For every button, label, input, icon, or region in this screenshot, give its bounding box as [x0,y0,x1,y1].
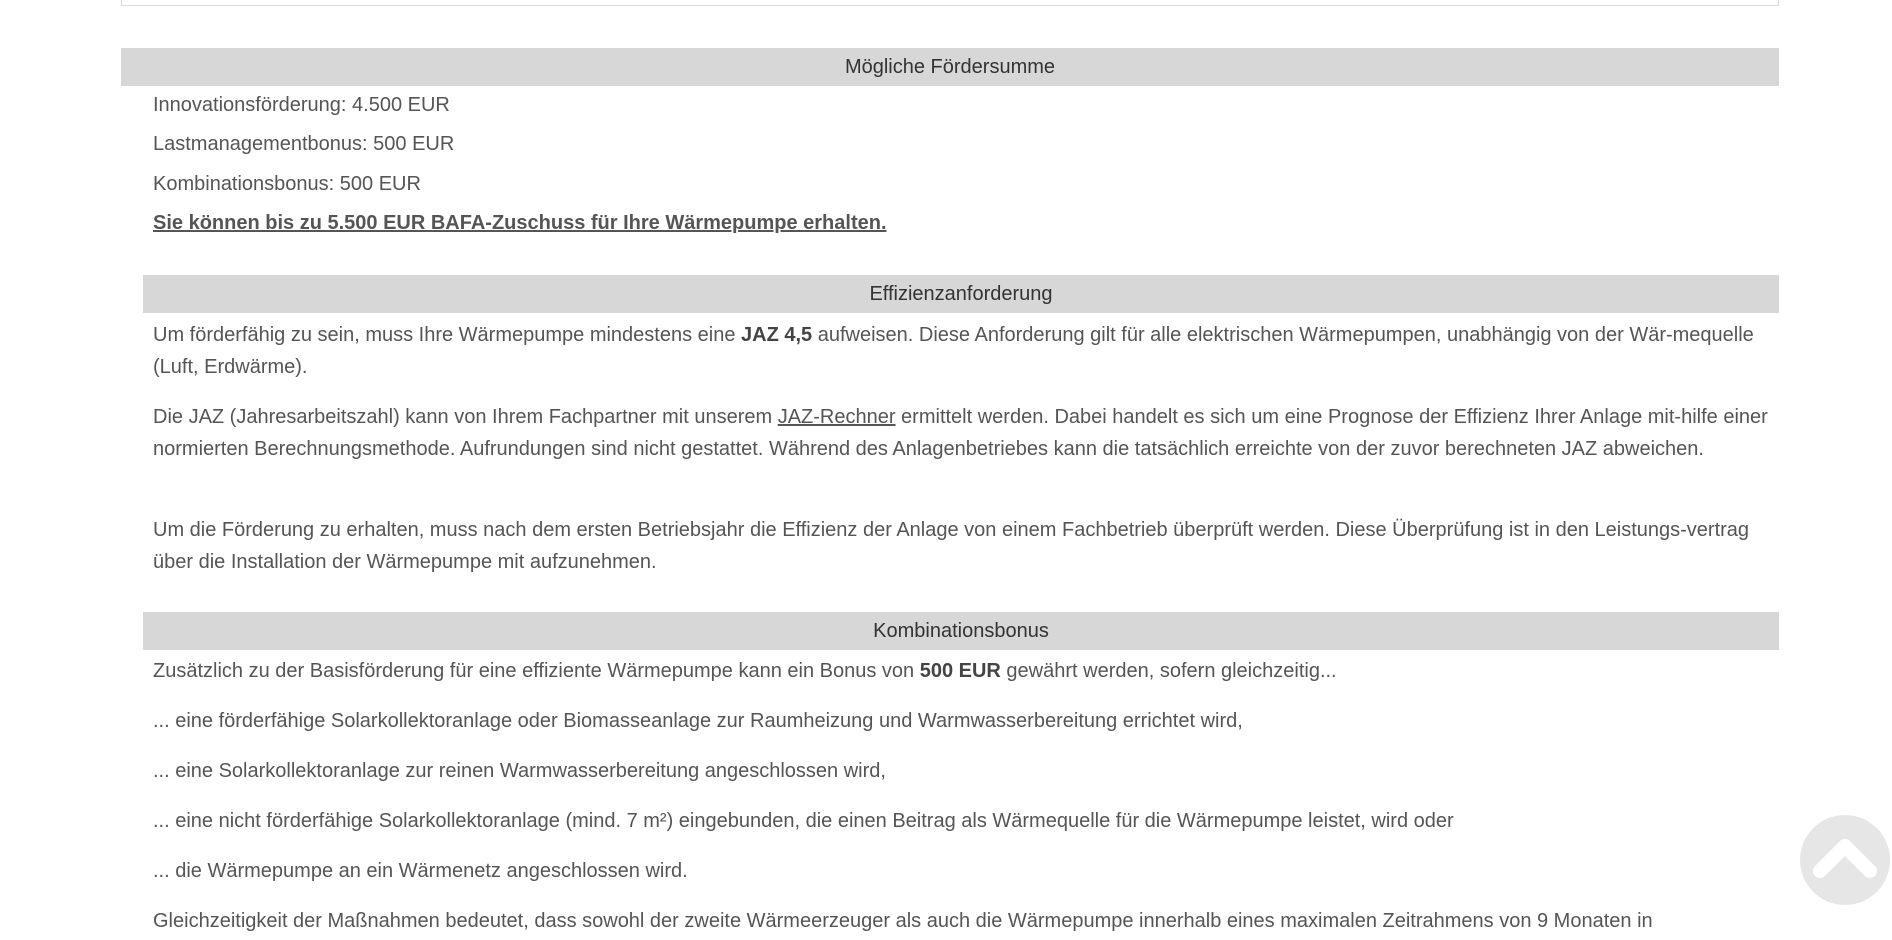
kombination-item: ... die Wärmepumpe an ein Wärmenetz angeschlossen wird. [153,860,688,882]
effizienz-paragraph-2 [153,402,1768,465]
kombination-item: ... eine Solarkollektoranlage zur reinen Warmwasserbereitung angeschlossen wird, [153,760,886,782]
previous-panel-border [121,0,1779,6]
foerderung-line-kombination: Kombinationsbonus: 500 EUR [153,173,421,195]
section-header-foerdersumme: Mögliche Fördersumme [121,48,1779,86]
jaz-rechner-link[interactable]: JAZ-Rechner [777,406,896,428]
kombination-item: ... eine nicht förderfähige Solarkollektoranlage (mind. 7 m²) eingebunden, die einen Beitrag als Wärmequelle für die Wärmepumpe leistet, wird oder [153,810,1454,832]
effizienz-p1-text: Um förderfähig zu sein, muss Ihre Wärmepumpe mindestens eine [153,324,742,346]
foerderung-summary-link[interactable]: Sie können bis zu 5.500 EUR BAFA-Zuschuss für Ihre Wärmepumpe erhalten. [153,212,887,234]
kombination-item: ... eine förderfähige Solarkollektoranlage oder Biomasseanlage zur Raumheizung und Warmwasserbereitung errichtet wird, [153,710,1243,732]
section-header-effizienz: Effizienzanforderung [143,275,1779,313]
kombination-intro-text: Zusätzlich zu der Basisförderung für eine effiziente Wärmepumpe kann ein Bonus von [153,660,920,682]
section-header-kombination: Kombinationsbonus [143,612,1779,650]
scroll-to-top-button[interactable] [1800,815,1890,905]
kombination-intro [153,656,1768,688]
effizienz-paragraph-1 [153,320,1768,383]
kombination-intro-text-end: gewährt werden, sofern gleichzeitig... [1000,660,1337,682]
kombination-outro: Gleichzeitigkeit der Maßnahmen bedeutet, dass sowohl der zweite Wärmeerzeuger als auch die Wärmepumpe innerhalb eines maximalen Zeitrahmens von 9 Monaten in [153,910,1653,932]
effizienz-paragraph-3: Um die Förderung zu erhalten, muss nach dem ersten Betriebsjahr die Effizienz der Anlage von einem Fachbetrieb überprüft werden. Diese Überprüfung ist in den Leistungs-vertrag über die Installation der Wärmepumpe mit aufzunehmen. [153,519,1750,573]
effizienz-p1-text-end: aufweisen. Diese Anforderung gilt für alle elektrischen Wärmepumpen, unabhängig von der Wär-mequelle (Luft, Erdwärme). [153,324,1754,378]
effizienz-p2-text-end: ermittelt werden. Dabei handelt es sich um eine Prognose der Effizienz Ihrer Anlage mit-hilfe einer normierten Berechnungsmethode. Aufrundungen sind nicht gestattet. Während des Anlagenbetriebes kann die tatsächlich erreichte von der zuvor berechneten JAZ abweichen. [153,406,1768,460]
foerderung-line-innovation: Innovationsförderung: 4.500 EUR [153,94,450,116]
foerderung-line-lastmanagement: Lastmanagementbonus: 500 EUR [153,133,455,155]
foerderung-summary [153,208,1768,240]
effizienz-p2-text: Die JAZ (Jahresarbeitszahl) kann von Ihrem Fachpartner mit unserem [153,406,778,428]
bonus-amount: 500 EUR [919,660,1001,682]
chevron-up-icon [1800,815,1890,905]
jaz-requirement: JAZ 4,5 [741,324,813,346]
